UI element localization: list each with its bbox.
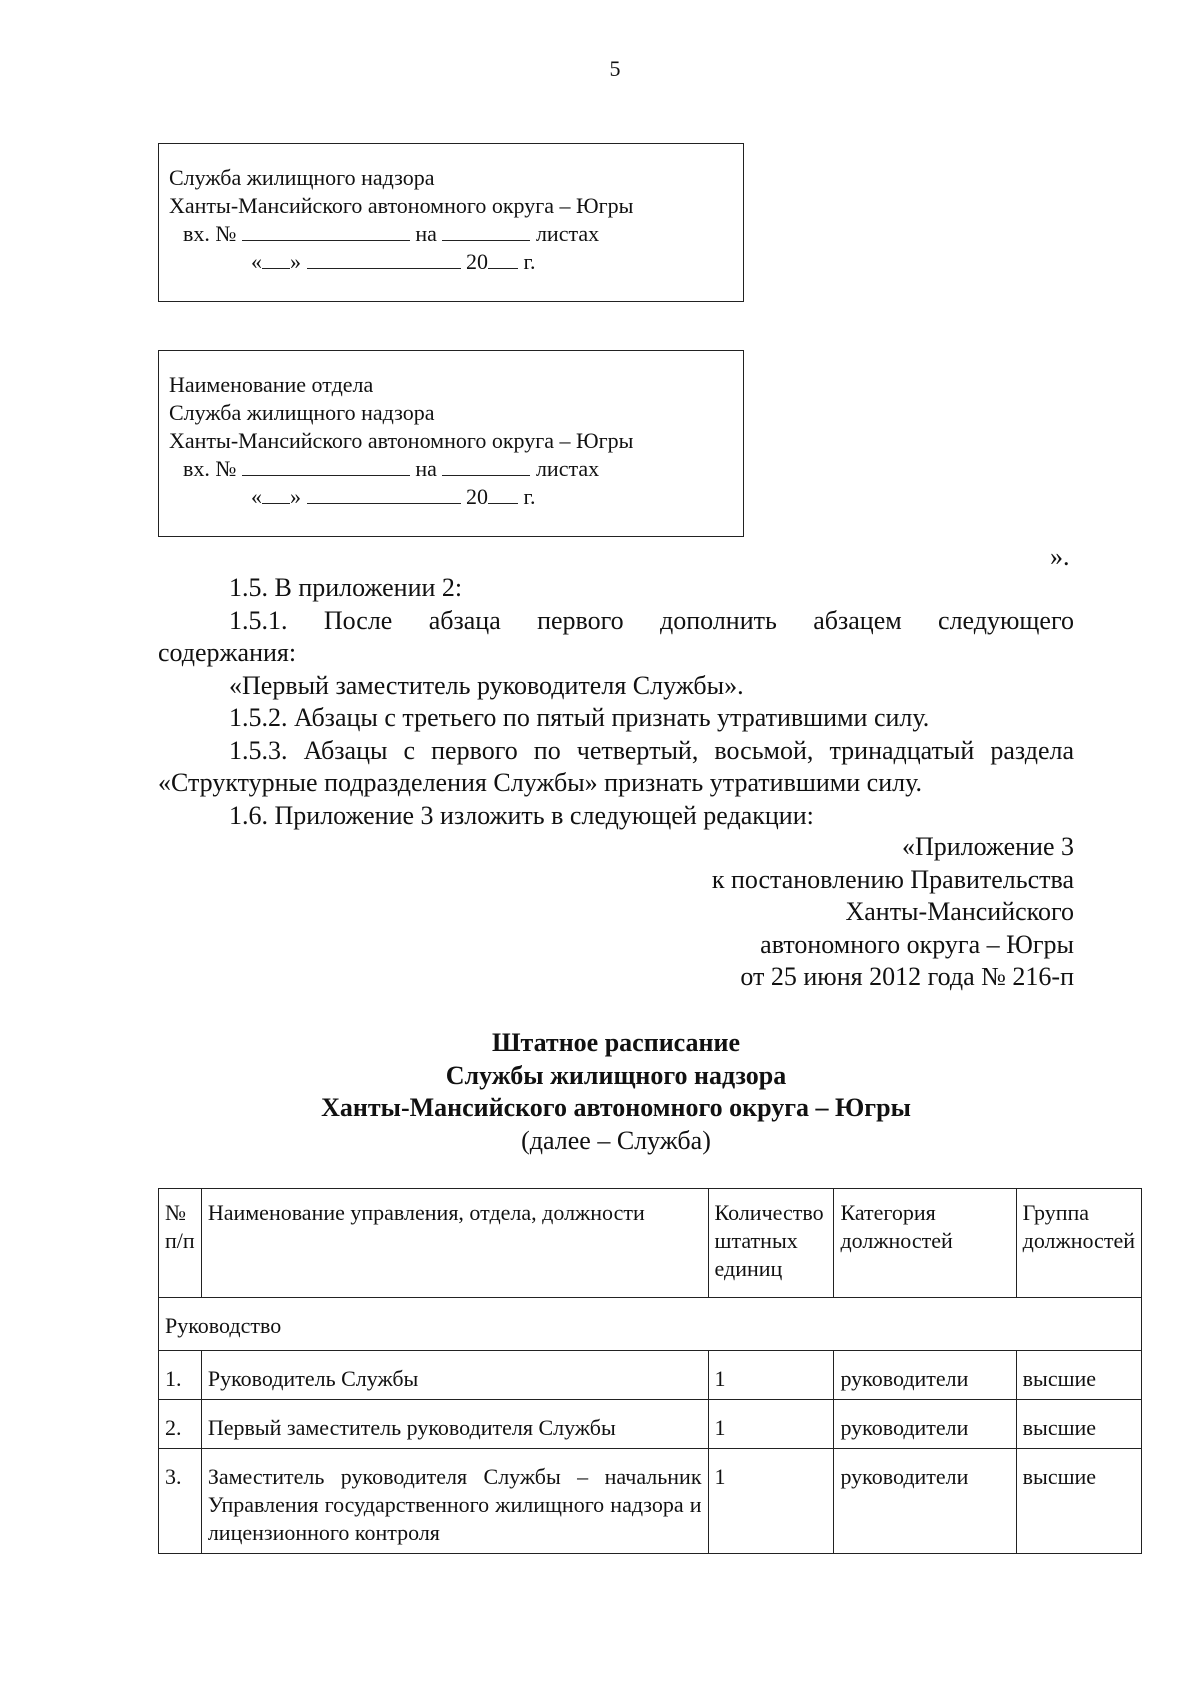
- document-title: [158, 1027, 1074, 1157]
- sheets-prefix: на: [415, 456, 437, 481]
- stamp-region-line: Ханты-Мансийского автономного округа – Югры: [169, 428, 634, 453]
- amendment-text: [158, 572, 1074, 832]
- row-group: высшие: [1016, 1449, 1141, 1554]
- sheets-count-blank: [442, 455, 530, 476]
- staff-schedule-table: [158, 1188, 1142, 1554]
- year-prefix: 20: [466, 249, 488, 274]
- table-header-row: [159, 1189, 1142, 1298]
- appendix-line-3: Ханты-Мансийского: [845, 897, 1074, 926]
- day-blank: [262, 483, 290, 504]
- table-row: [159, 1351, 1142, 1400]
- paragraph-1-5: 1.5. В приложении 2:: [229, 573, 463, 602]
- row-group: высшие: [1016, 1400, 1141, 1449]
- page-number: 5: [609, 56, 621, 81]
- year-blank: [488, 483, 518, 504]
- table-row: [159, 1449, 1142, 1554]
- incoming-number-blank: [242, 220, 410, 241]
- appendix-line-5: от 25 июня 2012 года № 216-п: [740, 962, 1074, 991]
- closing-quote: ».: [1050, 542, 1070, 571]
- header-group: Группа должностей: [1016, 1189, 1141, 1298]
- stamp-date-line: [169, 483, 733, 511]
- row-category: руководители: [834, 1351, 1016, 1400]
- appendix-line-1: «Приложение 3: [901, 832, 1074, 861]
- title-line-3: Ханты-Мансийского автономного округа – Югры: [321, 1093, 911, 1122]
- row-name: Руководитель Службы: [201, 1351, 708, 1400]
- row-category: руководители: [834, 1449, 1016, 1554]
- month-blank: [307, 248, 461, 269]
- date-open-quote: «: [251, 249, 262, 274]
- sheets-prefix: на: [415, 221, 437, 246]
- title-line-2: Службы жилищного надзора: [445, 1060, 787, 1090]
- stamp-org-line: Служба жилищного надзора: [169, 400, 435, 425]
- year-suffix: г.: [523, 484, 536, 509]
- row-name: Заместитель руководителя Службы – начальник Управления государственного жилищного надзора и лицензионного контроля: [201, 1449, 708, 1554]
- paragraph-quote: «Первый заместитель руководителя Службы».: [229, 670, 744, 700]
- header-category: Категория должностей: [834, 1189, 1016, 1298]
- date-open-quote: «: [251, 484, 262, 509]
- paragraph-1-5-3: 1.5.3. Абзацы с первого по четвертый, восьмой, тринадцатый раздела: [229, 735, 1074, 765]
- sheets-label: листах: [535, 456, 600, 481]
- section-title: Руководство: [159, 1298, 1142, 1351]
- sheets-count-blank: [442, 220, 530, 241]
- department-registration-stamp: [158, 350, 744, 537]
- sheets-label: листах: [535, 221, 600, 246]
- row-category: руководители: [834, 1400, 1016, 1449]
- stamp-date-line: [169, 248, 733, 276]
- row-qty: 1: [708, 1351, 834, 1400]
- title-line-1: Штатное расписание: [491, 1028, 741, 1057]
- paragraph-1-5-2: 1.5.2. Абзацы с третьего по пятый признать утратившими силу.: [229, 703, 930, 732]
- stamp-incoming-line: [169, 220, 733, 248]
- row-qty: 1: [708, 1400, 834, 1449]
- stamp-org-line: Служба жилищного надзора: [169, 165, 435, 190]
- row-num: 2.: [159, 1400, 202, 1449]
- paragraph-1-5-3-cont: «Структурные подразделения Службы» признать утратившими силу.: [158, 768, 922, 797]
- registration-stamp: [158, 143, 744, 302]
- header-qty: Количество штатных единиц: [708, 1189, 834, 1298]
- row-group: высшие: [1016, 1351, 1141, 1400]
- date-close-quote: »: [290, 484, 301, 509]
- month-blank: [307, 483, 461, 504]
- section-row: [159, 1298, 1142, 1351]
- year-suffix: г.: [523, 249, 536, 274]
- table-row: [159, 1400, 1142, 1449]
- year-prefix: 20: [466, 484, 488, 509]
- header-name: Наименование управления, отдела, должности: [201, 1189, 708, 1298]
- date-close-quote: »: [290, 249, 301, 274]
- incoming-number-label: вх. №: [183, 221, 237, 246]
- appendix-line-2: к постановлению Правительства: [711, 864, 1074, 894]
- day-blank: [262, 248, 290, 269]
- paragraph-1-5-1-cont: содержания:: [158, 638, 297, 667]
- incoming-number-blank: [242, 455, 410, 476]
- row-num: 3.: [159, 1449, 202, 1554]
- year-blank: [488, 248, 518, 269]
- row-qty: 1: [708, 1449, 834, 1554]
- stamp-region-line: Ханты-Мансийского автономного округа – Югры: [169, 193, 634, 218]
- appendix-header: [712, 831, 1074, 994]
- appendix-line-4: автономного округа – Югры: [760, 929, 1074, 959]
- row-num: 1.: [159, 1351, 202, 1400]
- title-line-4: (далее – Служба): [521, 1125, 711, 1155]
- paragraph-1-6: 1.6. Приложение 3 изложить в следующей редакции:: [229, 800, 814, 830]
- stamp-department-line: Наименование отдела: [169, 372, 374, 397]
- paragraph-1-5-1: 1.5.1. После абзаца первого дополнить абзацем следующего: [229, 605, 1074, 635]
- stamp-incoming-line: [169, 455, 733, 483]
- header-num: № п/п: [159, 1189, 202, 1298]
- incoming-number-label: вх. №: [183, 456, 237, 481]
- row-name: Первый заместитель руководителя Службы: [201, 1400, 708, 1449]
